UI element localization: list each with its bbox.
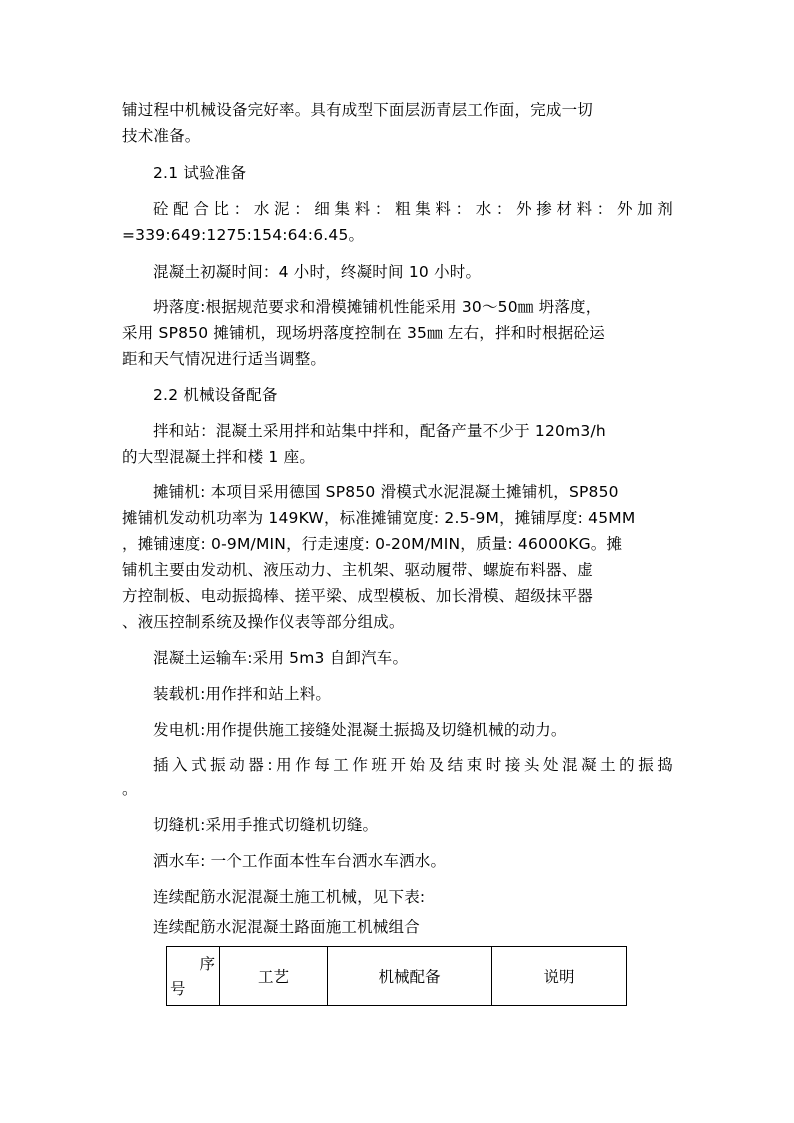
text-line-water-truck: 洒水车: 一个工作面本性车台洒水车洒水。 xyxy=(153,852,447,870)
header-seq-part2: 号 xyxy=(170,980,186,998)
text-line-paver-3: ，摊铺速度: 0-9M/MIN，行走速度: 0-20M/MIN，质量: 46000KG。摊 xyxy=(122,535,623,553)
header-process: 工艺 xyxy=(220,947,328,1006)
section-heading-2-2: 2.2 机械设备配备 xyxy=(153,386,278,404)
text-line-set-time: 混凝土初凝时间：4 小时，终凝时间 10 小时。 xyxy=(153,263,482,281)
text-line-generator: 发电机:用作提供施工接缝处混凝土振捣及切缝机械的动力。 xyxy=(153,721,567,739)
header-seq-part1: 序 xyxy=(199,955,215,973)
header-equipment: 机械配备 xyxy=(328,947,492,1006)
text-line-paver-1: 摊铺机: 本项目采用德国 SP850 滑模式水泥混凝土摊铺机，SP850 xyxy=(153,483,619,501)
section-heading-2-1: 2.1 试验准备 xyxy=(153,164,247,182)
table-caption: 连续配筋水泥混凝土路面施工机械组合 xyxy=(153,918,420,936)
text-line-vibrator-2: 。 xyxy=(122,780,138,798)
header-notes: 说明 xyxy=(492,947,627,1006)
text-line-1: 铺过程中机械设备完好率。具有成型下面层沥青层工作面，完成一切 xyxy=(122,101,594,119)
text-line-slump-1: 坍落度:根据规范要求和滑模摊铺机性能采用 30～50㎜ 坍落度， xyxy=(153,298,602,316)
text-line-slump-3: 距和天气情况进行适当调整。 xyxy=(122,350,327,368)
text-line-paver-6: 、液压控制系统及操作仪表等部分组成。 xyxy=(122,613,405,631)
text-line-mix-ratio: 砼配合比：水泥：细集料：粗集料：水：外掺材料：外加剂 xyxy=(153,200,673,218)
header-seq xyxy=(167,947,220,1006)
text-line-mixing-station-2: 的大型混凝土拌和楼 1 座。 xyxy=(122,448,316,466)
text-line-loader: 装载机:用作拌和站上料。 xyxy=(153,685,332,703)
text-line-paver-2: 摊铺机发动机功率为 149KW，标准摊铺宽度: 2.5-9M，摊铺厚度: 45MM xyxy=(122,509,636,527)
table-header-row xyxy=(167,947,627,1006)
text-line-paver-5: 方控制板、电动振捣棒、搓平梁、成型模板、加长滑模、超级抹平器 xyxy=(122,587,594,605)
text-line-2: 技术准备。 xyxy=(122,127,201,145)
text-line-transport-truck: 混凝土运输车:采用 5m3 自卸汽车。 xyxy=(153,649,409,667)
text-line-mixing-station-1: 拌和站：混凝土采用拌和站集中拌和，配备产量不少于 120m3/h xyxy=(153,422,606,440)
text-line-paver-4: 铺机主要由发动机、液压动力、主机架、驱动履带、螺旋布料器、虚 xyxy=(122,561,594,579)
text-line-table-intro: 连续配筋水泥混凝土施工机械，见下表: xyxy=(153,888,426,906)
text-line-vibrator-1: 插入式振动器:用作每工作班开始及结束时接头处混凝土的振捣 xyxy=(153,756,673,774)
machinery-table xyxy=(166,946,627,1006)
text-line-mix-values: =339:649:1275:154:64:6.45。 xyxy=(122,226,365,244)
text-line-cutter: 切缝机:采用手推式切缝机切缝。 xyxy=(153,816,379,834)
text-line-slump-2: 采用 SP850 摊铺机，现场坍落度控制在 35㎜ 左右，拌和时根据砼运 xyxy=(122,324,605,342)
